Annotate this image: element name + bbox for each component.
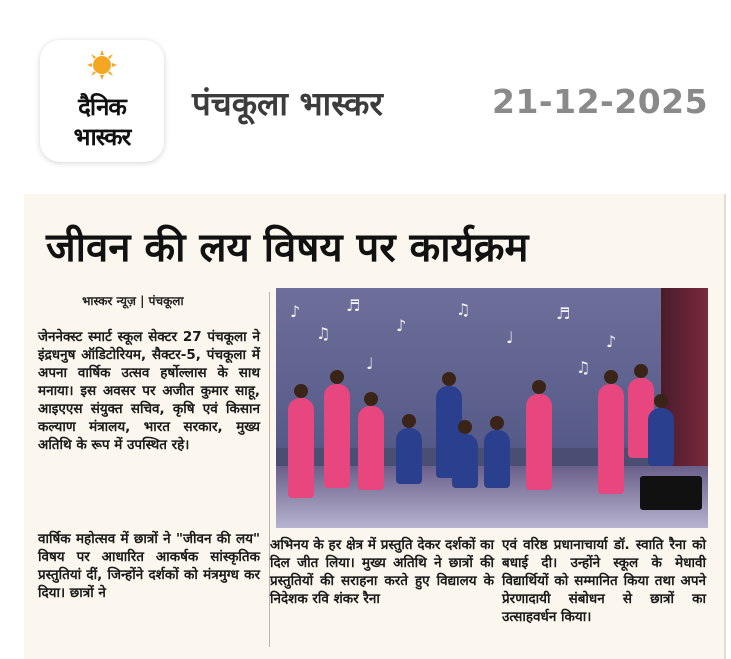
edition-date: 21-12-2025 [492,82,709,121]
dancer-figure [648,408,674,466]
dancer-figure [526,394,552,490]
music-note-icon: ♫ [576,358,591,377]
music-note-icon: ♩ [506,328,514,347]
article-paragraph-4: एवं वरिष्ठ प्रधानाचार्या डॉ. स्वाति रैना को बधाई दी। उन्होंने स्कूल के मेधावी विद्यार्थियों को सम्मानित किया तथा अपने प्रेरणादायी संबोधन से छात्रों का उत्साहवर्धन किया। [502,537,706,625]
article-headline: जीवन की लय विषय पर कार्यक्रम [46,225,529,271]
music-note-icon: ♪ [396,316,407,335]
dancer-figure [358,406,384,490]
dancer-figure [598,384,624,494]
music-note-icon: ♬ [346,296,361,315]
music-note-icon: ♬ [556,304,571,323]
event-photo [276,288,708,528]
logo-text-line2: भास्कर [73,123,131,151]
article-byline: भास्कर न्यूज़ | पंचकूला [82,294,184,308]
dancer-figure [288,398,314,498]
dainik-bhaskar-logo [40,40,164,162]
dancer-figure [396,428,422,484]
logo-text-line1: दैनिक [78,93,126,121]
music-note-icon: ♪ [290,302,301,321]
edition-name: पंचकूला भास्कर [192,84,383,123]
dancer-figure [452,434,478,488]
stage-speaker [640,476,702,510]
dancer-figure [484,430,510,488]
music-note-icon: ♫ [316,324,331,343]
music-note-icon: ♪ [606,332,617,351]
article-paragraph-3: अभिनय के हर क्षेत्र में प्रस्तुति देकर दर्शकों का दिल जीत लिया। मुख्य अतिथि ने छात्रों की प्रस्तुतियों की सराहना करते हुए विद्यालय के निदेशक रवि शंकर रैना [270,537,494,607]
newspaper-clipping [24,194,726,659]
dancer-figure [324,384,350,488]
sun-icon [87,50,117,80]
music-note-icon: ♩ [366,354,374,373]
music-note-icon: ♫ [456,300,471,319]
article-paragraph-1: जेननेक्स्ट स्मार्ट स्कूल सेक्टर 27 पंचकूला ने इंद्रधनुष ऑडिटोरियम, सैक्टर-5, पंचकूला में अपना वार्षिक उत्सव हर्षोल्लास के साथ मनाया। इस अवसर पर अजीत कुमार साहू, आइएएस संयुक्त सचिव, कृषि एवं किसान कल्याण मंत्रालय, भारत सरकार, मुख्य अतिथि के रूप में उपस्थित रहे। [38,329,260,453]
article-paragraph-2: वार्षिक महोत्सव में छात्रों ने "जीवन की लय" विषय पर आधारित आकर्षक सांस्कृतिक प्रस्तुतियां दीं, जिन्होंने दर्शकों को मंत्रमुग्ध कर दिया। छात्रों ने [38,531,260,601]
